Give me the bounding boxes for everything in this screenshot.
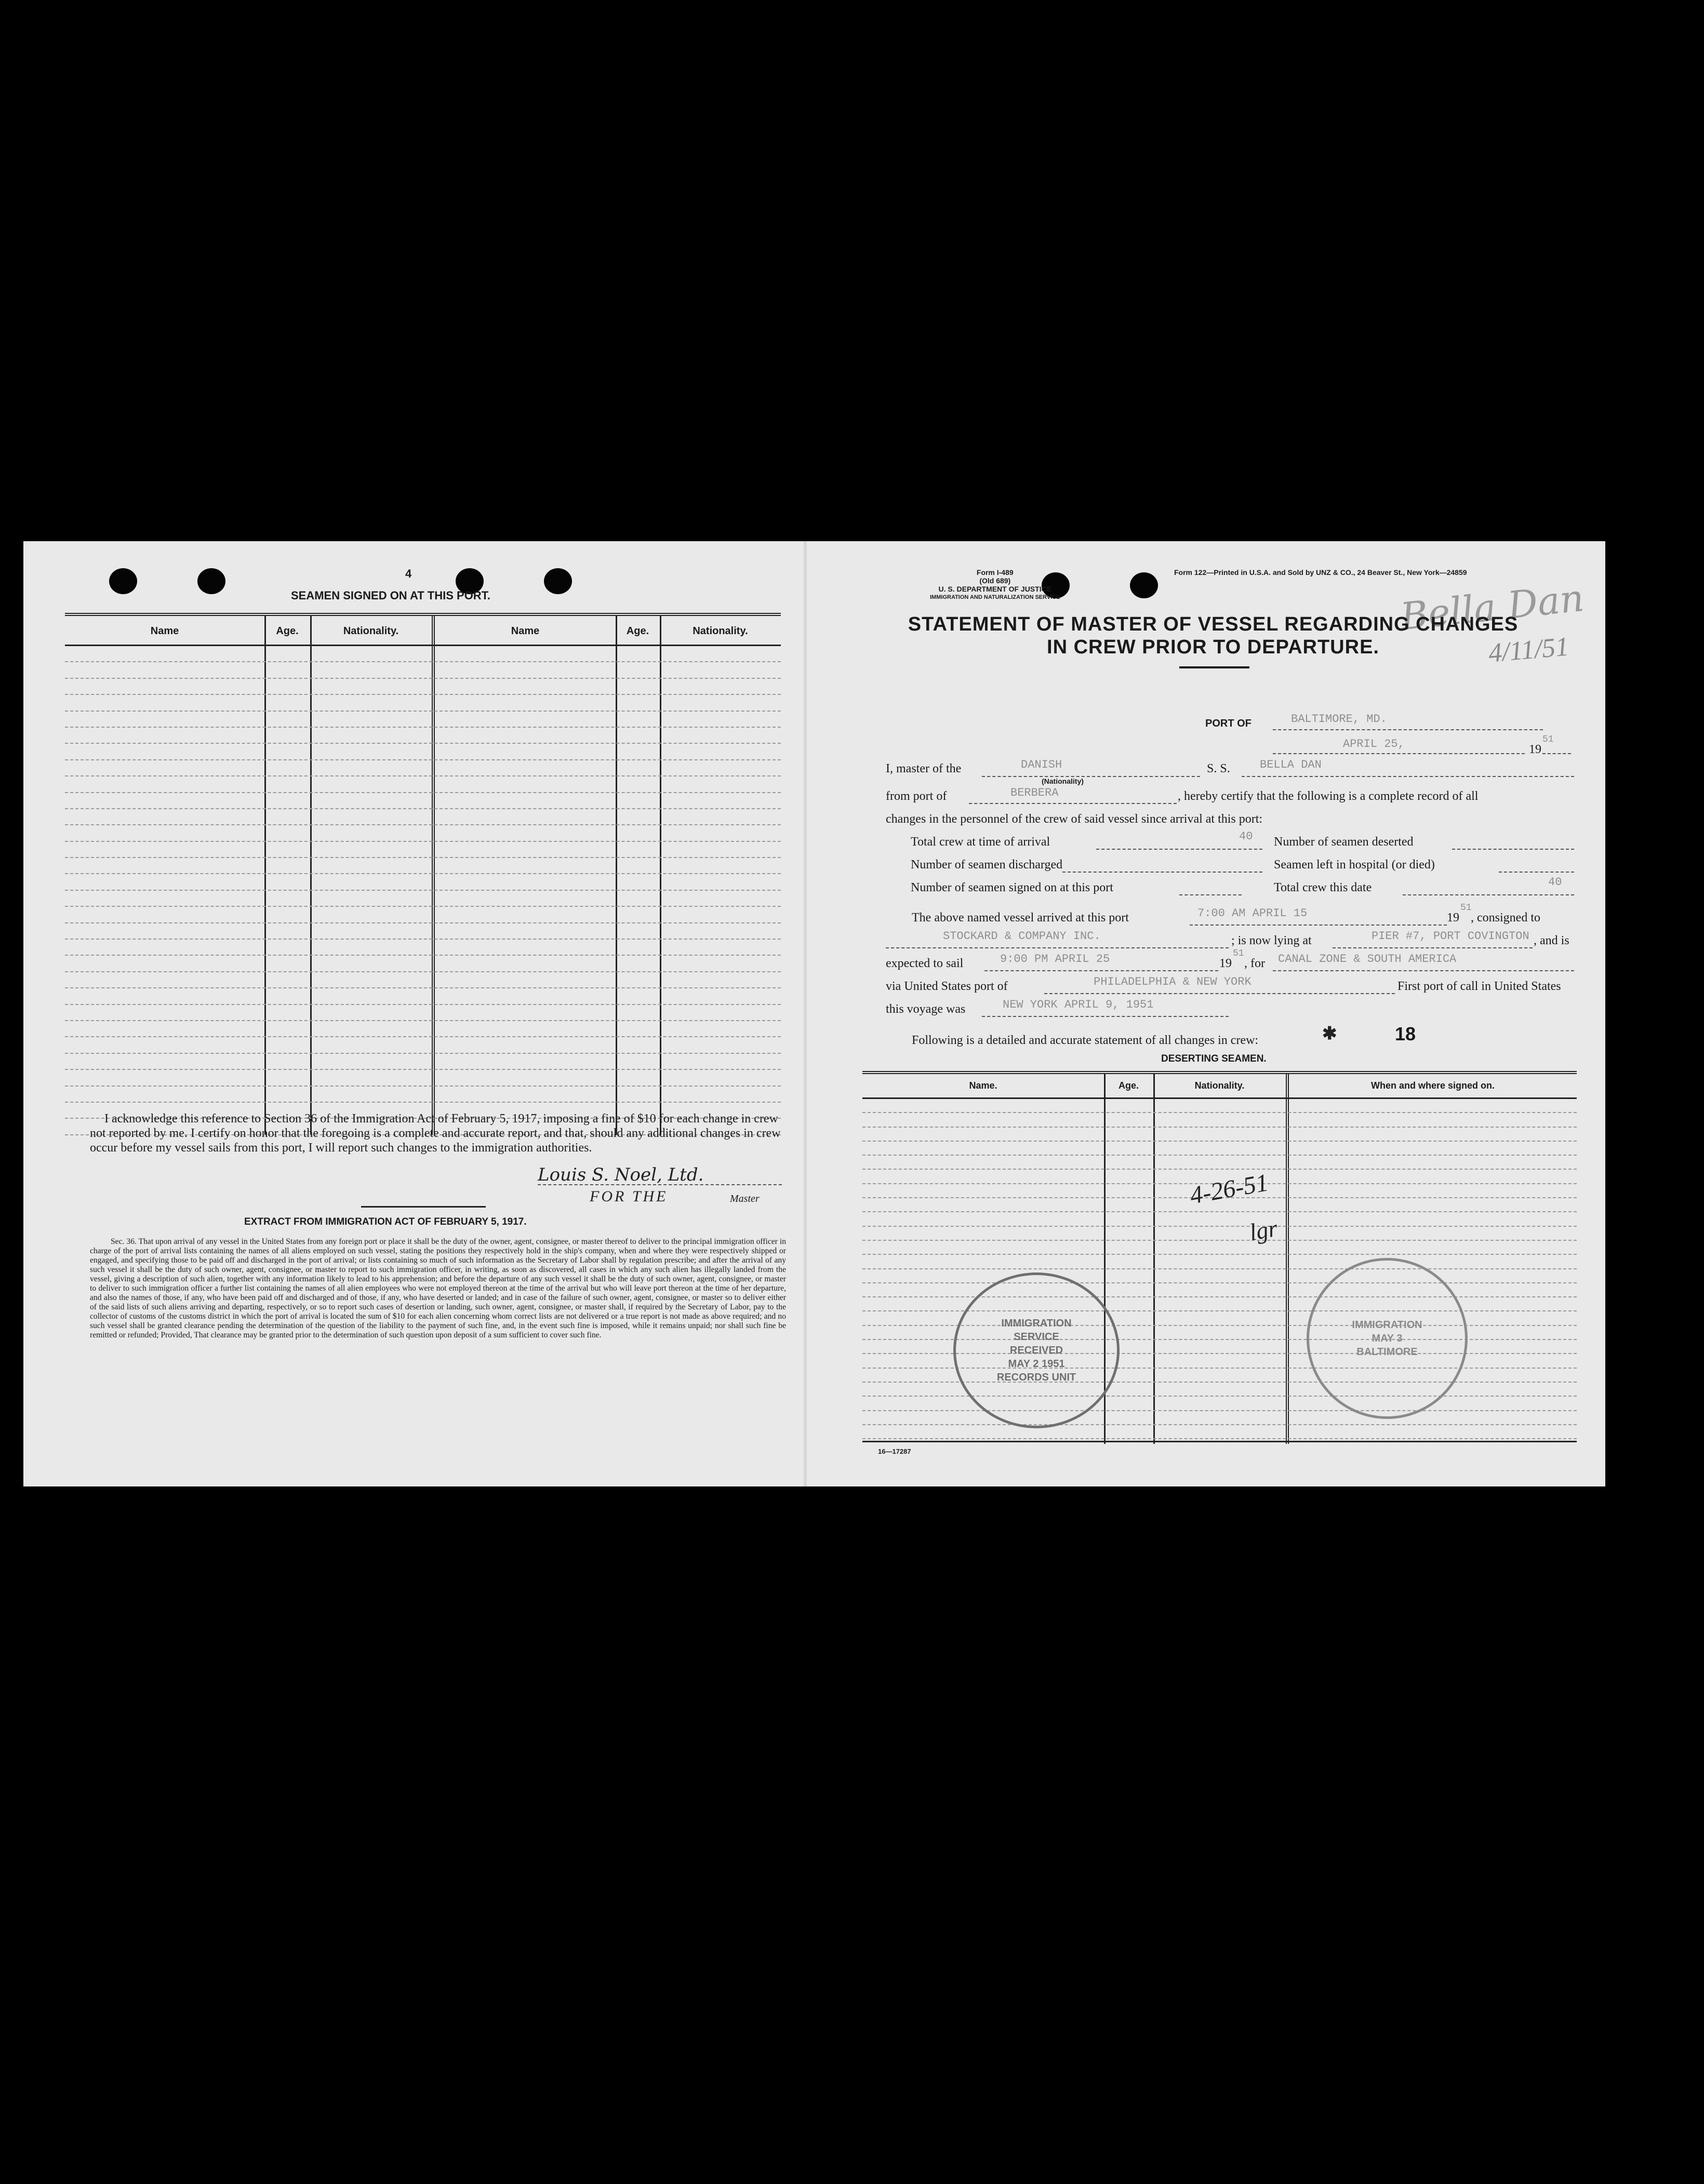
page-mark: 18 bbox=[1395, 1023, 1416, 1044]
stamp-text: MAY 3 bbox=[1372, 1333, 1403, 1344]
table-row bbox=[65, 1021, 781, 1037]
table-row bbox=[65, 662, 781, 678]
sail-year-prefix: 19 bbox=[1219, 957, 1232, 970]
table-row bbox=[65, 842, 781, 858]
form-title-line1: STATEMENT OF MASTER OF VESSEL REGARDING CHANGES bbox=[908, 613, 1519, 635]
table-row bbox=[65, 744, 781, 760]
arrived-year-value: 51 bbox=[1460, 903, 1472, 913]
table-row bbox=[65, 891, 781, 907]
table-row bbox=[862, 1099, 1577, 1113]
via-value: PHILADELPHIA & NEW YORK bbox=[1094, 975, 1252, 988]
table-row bbox=[65, 907, 781, 923]
col-header-name: Name bbox=[511, 625, 540, 637]
table-row bbox=[65, 1054, 781, 1070]
table-row bbox=[862, 1128, 1577, 1142]
extract-title: EXTRACT FROM IMMIGRATION ACT OF FEBRUARY 5, 1917. bbox=[244, 1216, 527, 1227]
from-port-label: from port of bbox=[886, 789, 947, 803]
table-row bbox=[65, 1005, 781, 1021]
vessel-value: BELLA DAN bbox=[1260, 758, 1322, 771]
following-text: Following is a detailed and accurate statement of all changes in crew: bbox=[912, 1034, 1259, 1047]
hospital-label: Seamen left in hospital (or died) bbox=[1274, 858, 1435, 872]
stamp-text: RECORDS UNIT bbox=[996, 1372, 1076, 1383]
stamp-text: IMMIGRATION SERVICE bbox=[1001, 1318, 1072, 1343]
table-row bbox=[65, 858, 781, 874]
signed-on-label: Number of seamen signed on at this port bbox=[911, 881, 1113, 894]
form-printer: Form 122—Printed in U.S.A. and Sold by UNZ & CO., 24 Beaver St., New York—24859 bbox=[1174, 568, 1467, 577]
table-row bbox=[65, 940, 781, 956]
punch-hole bbox=[109, 568, 137, 594]
first-port-label: First port of call in United States bbox=[1397, 980, 1561, 993]
table-row bbox=[65, 712, 781, 728]
sail-year-value: 51 bbox=[1233, 948, 1244, 959]
expected-to-sail-label: expected to sail bbox=[886, 957, 964, 970]
consignee-value: STOCKARD & COMPANY INC. bbox=[943, 930, 1101, 943]
table-row bbox=[862, 1241, 1577, 1255]
table-row bbox=[65, 760, 781, 776]
table-row bbox=[65, 1070, 781, 1086]
department: U. S. DEPARTMENT OF JUSTICE bbox=[938, 585, 1052, 593]
certify-text: , hereby certify that the following is a complete record of all bbox=[1178, 789, 1479, 803]
table-row bbox=[65, 1037, 781, 1053]
seamen-signed-table bbox=[65, 613, 781, 1135]
stamp-text: MAY 2 1951 bbox=[1008, 1358, 1065, 1370]
col-header-nationality: Nationality. bbox=[693, 625, 748, 637]
nationality-caption: (Nationality) bbox=[1042, 777, 1084, 785]
table-row bbox=[65, 695, 781, 711]
this-voyage-label: this voyage was bbox=[886, 1002, 966, 1016]
table-row bbox=[862, 1227, 1577, 1241]
form-title-line2: IN CREW PRIOR TO DEPARTURE. bbox=[1047, 636, 1379, 658]
form-number: Form I-489 bbox=[976, 568, 1014, 577]
total-crew-arrival-label: Total crew at time of arrival bbox=[911, 835, 1050, 849]
col-header-age: Age. bbox=[1118, 1080, 1139, 1091]
col-header-name: Name. bbox=[969, 1080, 997, 1091]
table-row bbox=[65, 679, 781, 695]
col-header-age: Age. bbox=[626, 625, 649, 637]
lying-at-value: PIER #7, PORT COVINGTON bbox=[1372, 930, 1529, 943]
and-is-label: , and is bbox=[1534, 934, 1569, 947]
now-lying-label: ; is now lying at bbox=[1231, 934, 1312, 947]
table-row bbox=[65, 972, 781, 988]
title-underline bbox=[1179, 666, 1249, 668]
page-fold bbox=[804, 541, 807, 1486]
table-row bbox=[862, 1113, 1577, 1127]
nationality-value: DANISH bbox=[1021, 758, 1062, 771]
table-row bbox=[65, 825, 781, 841]
punch-hole bbox=[1130, 572, 1158, 598]
master-label: Master bbox=[730, 1193, 760, 1204]
stamp-text: IMMIGRATION bbox=[1352, 1319, 1422, 1331]
table-row bbox=[65, 988, 781, 1004]
stamp-text: RECEIVED bbox=[1009, 1345, 1063, 1356]
deserting-seamen-title: DESERTING SEAMEN. bbox=[1161, 1053, 1267, 1064]
port-value: BALTIMORE, MD. bbox=[1291, 713, 1387, 726]
table-row bbox=[65, 874, 781, 890]
arrived-label: The above named vessel arrived at this port bbox=[912, 911, 1129, 924]
stamp-text: BALTIMORE bbox=[1356, 1346, 1418, 1358]
col-header-signed-on: When and where signed on. bbox=[1370, 1080, 1495, 1091]
signature-for-the: FOR THE bbox=[590, 1188, 668, 1205]
signature-line bbox=[538, 1184, 782, 1185]
port-of-label: PORT OF bbox=[1205, 718, 1252, 729]
footer-code: 16—17287 bbox=[878, 1448, 911, 1455]
page-number: 4 bbox=[405, 567, 412, 580]
col-header-age: Age. bbox=[276, 625, 299, 637]
first-port-value: NEW YORK APRIL 9, 1951 bbox=[1003, 998, 1154, 1011]
service: IMMIGRATION AND NATURALIZATION SERVICE bbox=[930, 594, 1060, 600]
year-prefix: 19 bbox=[1529, 743, 1541, 756]
table-row bbox=[65, 793, 781, 809]
for-label: , for bbox=[1244, 957, 1265, 970]
handwritten-initials: lgr bbox=[1247, 1214, 1280, 1246]
arrived-value: 7:00 AM APRIL 15 bbox=[1197, 907, 1308, 920]
table-row bbox=[862, 1411, 1577, 1425]
divider bbox=[361, 1206, 486, 1208]
total-crew-arrival-value: 40 bbox=[1239, 830, 1253, 843]
punch-hole bbox=[197, 568, 225, 594]
punch-hole bbox=[544, 568, 572, 594]
col-header-nationality: Nationality. bbox=[1194, 1080, 1245, 1091]
sail-time-value: 9:00 PM APRIL 25 bbox=[1000, 953, 1110, 966]
acknowledgement-text: I acknowledge this reference to Section 36 of the Immigration Act of February 5, 1917, imposing a fine of $10 for each change in crew not reported by me. I certify on honor that the foregoing is a complete and accurate report, and that, should any additional changes in crew occur before my vessel sails from this port, I will report such changes to the immigration authorities. bbox=[90, 1112, 781, 1155]
table-bottom-line bbox=[862, 1441, 1577, 1442]
table-row bbox=[65, 809, 781, 825]
immigration-stamp bbox=[1307, 1258, 1468, 1419]
received-stamp bbox=[953, 1272, 1120, 1428]
table-row bbox=[862, 1397, 1577, 1411]
table-row bbox=[65, 1087, 781, 1103]
destination-value: CANAL ZONE & SOUTH AMERICA bbox=[1278, 953, 1457, 966]
table-row bbox=[862, 1142, 1577, 1156]
col-header-name: Name bbox=[150, 625, 179, 637]
table-rows bbox=[65, 646, 781, 1135]
from-port-value: BERBERA bbox=[1010, 786, 1059, 799]
form-header bbox=[930, 568, 1060, 601]
changes-text: changes in the personnel of the crew of said vessel since arrival at this port: bbox=[886, 812, 1263, 826]
master-of-label: I, master of the bbox=[886, 762, 962, 775]
handwritten-date: 4/11/51 bbox=[1487, 632, 1570, 668]
table-row bbox=[65, 956, 781, 972]
table-row bbox=[862, 1255, 1577, 1269]
ink-blot: ✱ bbox=[1322, 1024, 1337, 1043]
total-crew-date-label: Total crew this date bbox=[1274, 881, 1372, 894]
table-row bbox=[862, 1156, 1577, 1170]
master-signature: Louis S. Noel, Ltd. bbox=[538, 1164, 704, 1185]
ss-label: S. S. bbox=[1207, 762, 1230, 775]
year-value: 51 bbox=[1542, 734, 1554, 745]
form-title bbox=[852, 613, 1574, 659]
arrived-year-prefix: 19 bbox=[1447, 911, 1459, 924]
table-row bbox=[862, 1269, 1577, 1283]
table-row bbox=[65, 776, 781, 793]
consigned-to-label: , consigned to bbox=[1471, 911, 1540, 924]
document-sheet bbox=[23, 541, 1605, 1486]
table-row bbox=[65, 923, 781, 940]
extract-body: Sec. 36. That upon arrival of any vessel in the United States from any foreign port or place it shall be the duty of the owner, agent, consignee, or master thereof to deliver to the principal immigration officer in charge of the port of arrival lists containing the names of all aliens employed on such vessel, stating the positions they respectively hold in the ship's company, when and where they were respectively shipped or engaged, and specifying those to be paid off and discharged in the port of arrival; or lists containing so much of such information as the Secretary of Labor shall by regulation prescribe; and after the arrival of any such vessel it shall be the duty of such owner, agent, consignee, or master to report to such immigration officer, in writing, as soon as discovered, all cases in which any such alien has illegally landed from the vessel, giving a description of such alien, together with any information likely to lead to his apprehension; and before the departure of any such vessel it shall be the duty of such owner, agent, consignee, or master to deliver to such immigration officer a further list containing the names of all alien employees who were not employed thereon at the time of the arrival but who will leave port thereon at the time of her departure, and also the names of those, if any, who have been paid off and discharged and of those, if any, who have deserted or landed; and in case of the failure of such owner, agent, consignee, or master so to deliver either of the said lists of such aliens arriving and departing, respectively, or so to report such cases of desertion or landing, such owner, agent, consignee, or master shall, if required by the Secretary of Labor, pay to the collector of customs of the customs district in which the port of arrival is located the sum of $10 for each alien concerning whom correct lists are not delivered or a true report is not made as above required; and no such vessel shall be granted clearance pending the determination of the question of the liability to the payment of such fine, and, in the event such fine is imposed, while it remains unpaid; nor shall such fine be remitted or refunded; Provided, That clearance may be granted prior to the determination of such question upon deposit of a sum sufficient to cover such fine. bbox=[90, 1237, 786, 1339]
handwritten-vessel-name: Bella Dan bbox=[1398, 575, 1586, 639]
total-crew-date-value: 40 bbox=[1548, 876, 1562, 889]
discharged-label: Number of seamen discharged bbox=[911, 858, 1063, 872]
table-row bbox=[65, 646, 781, 662]
deserted-label: Number of seamen deserted bbox=[1274, 835, 1414, 849]
handwritten-note: 4-26-51 bbox=[1188, 1169, 1271, 1210]
col-header-nationality: Nationality. bbox=[343, 625, 399, 637]
table-row bbox=[862, 1283, 1577, 1297]
table-row bbox=[862, 1425, 1577, 1439]
form-old: (Old 689) bbox=[979, 577, 1011, 585]
date-value: APRIL 25, bbox=[1343, 738, 1405, 751]
via-label: via United States port of bbox=[886, 980, 1008, 993]
table-row bbox=[862, 1212, 1577, 1226]
seamen-signed-title: SEAMEN SIGNED ON AT THIS PORT. bbox=[291, 589, 490, 602]
table-row bbox=[65, 728, 781, 744]
